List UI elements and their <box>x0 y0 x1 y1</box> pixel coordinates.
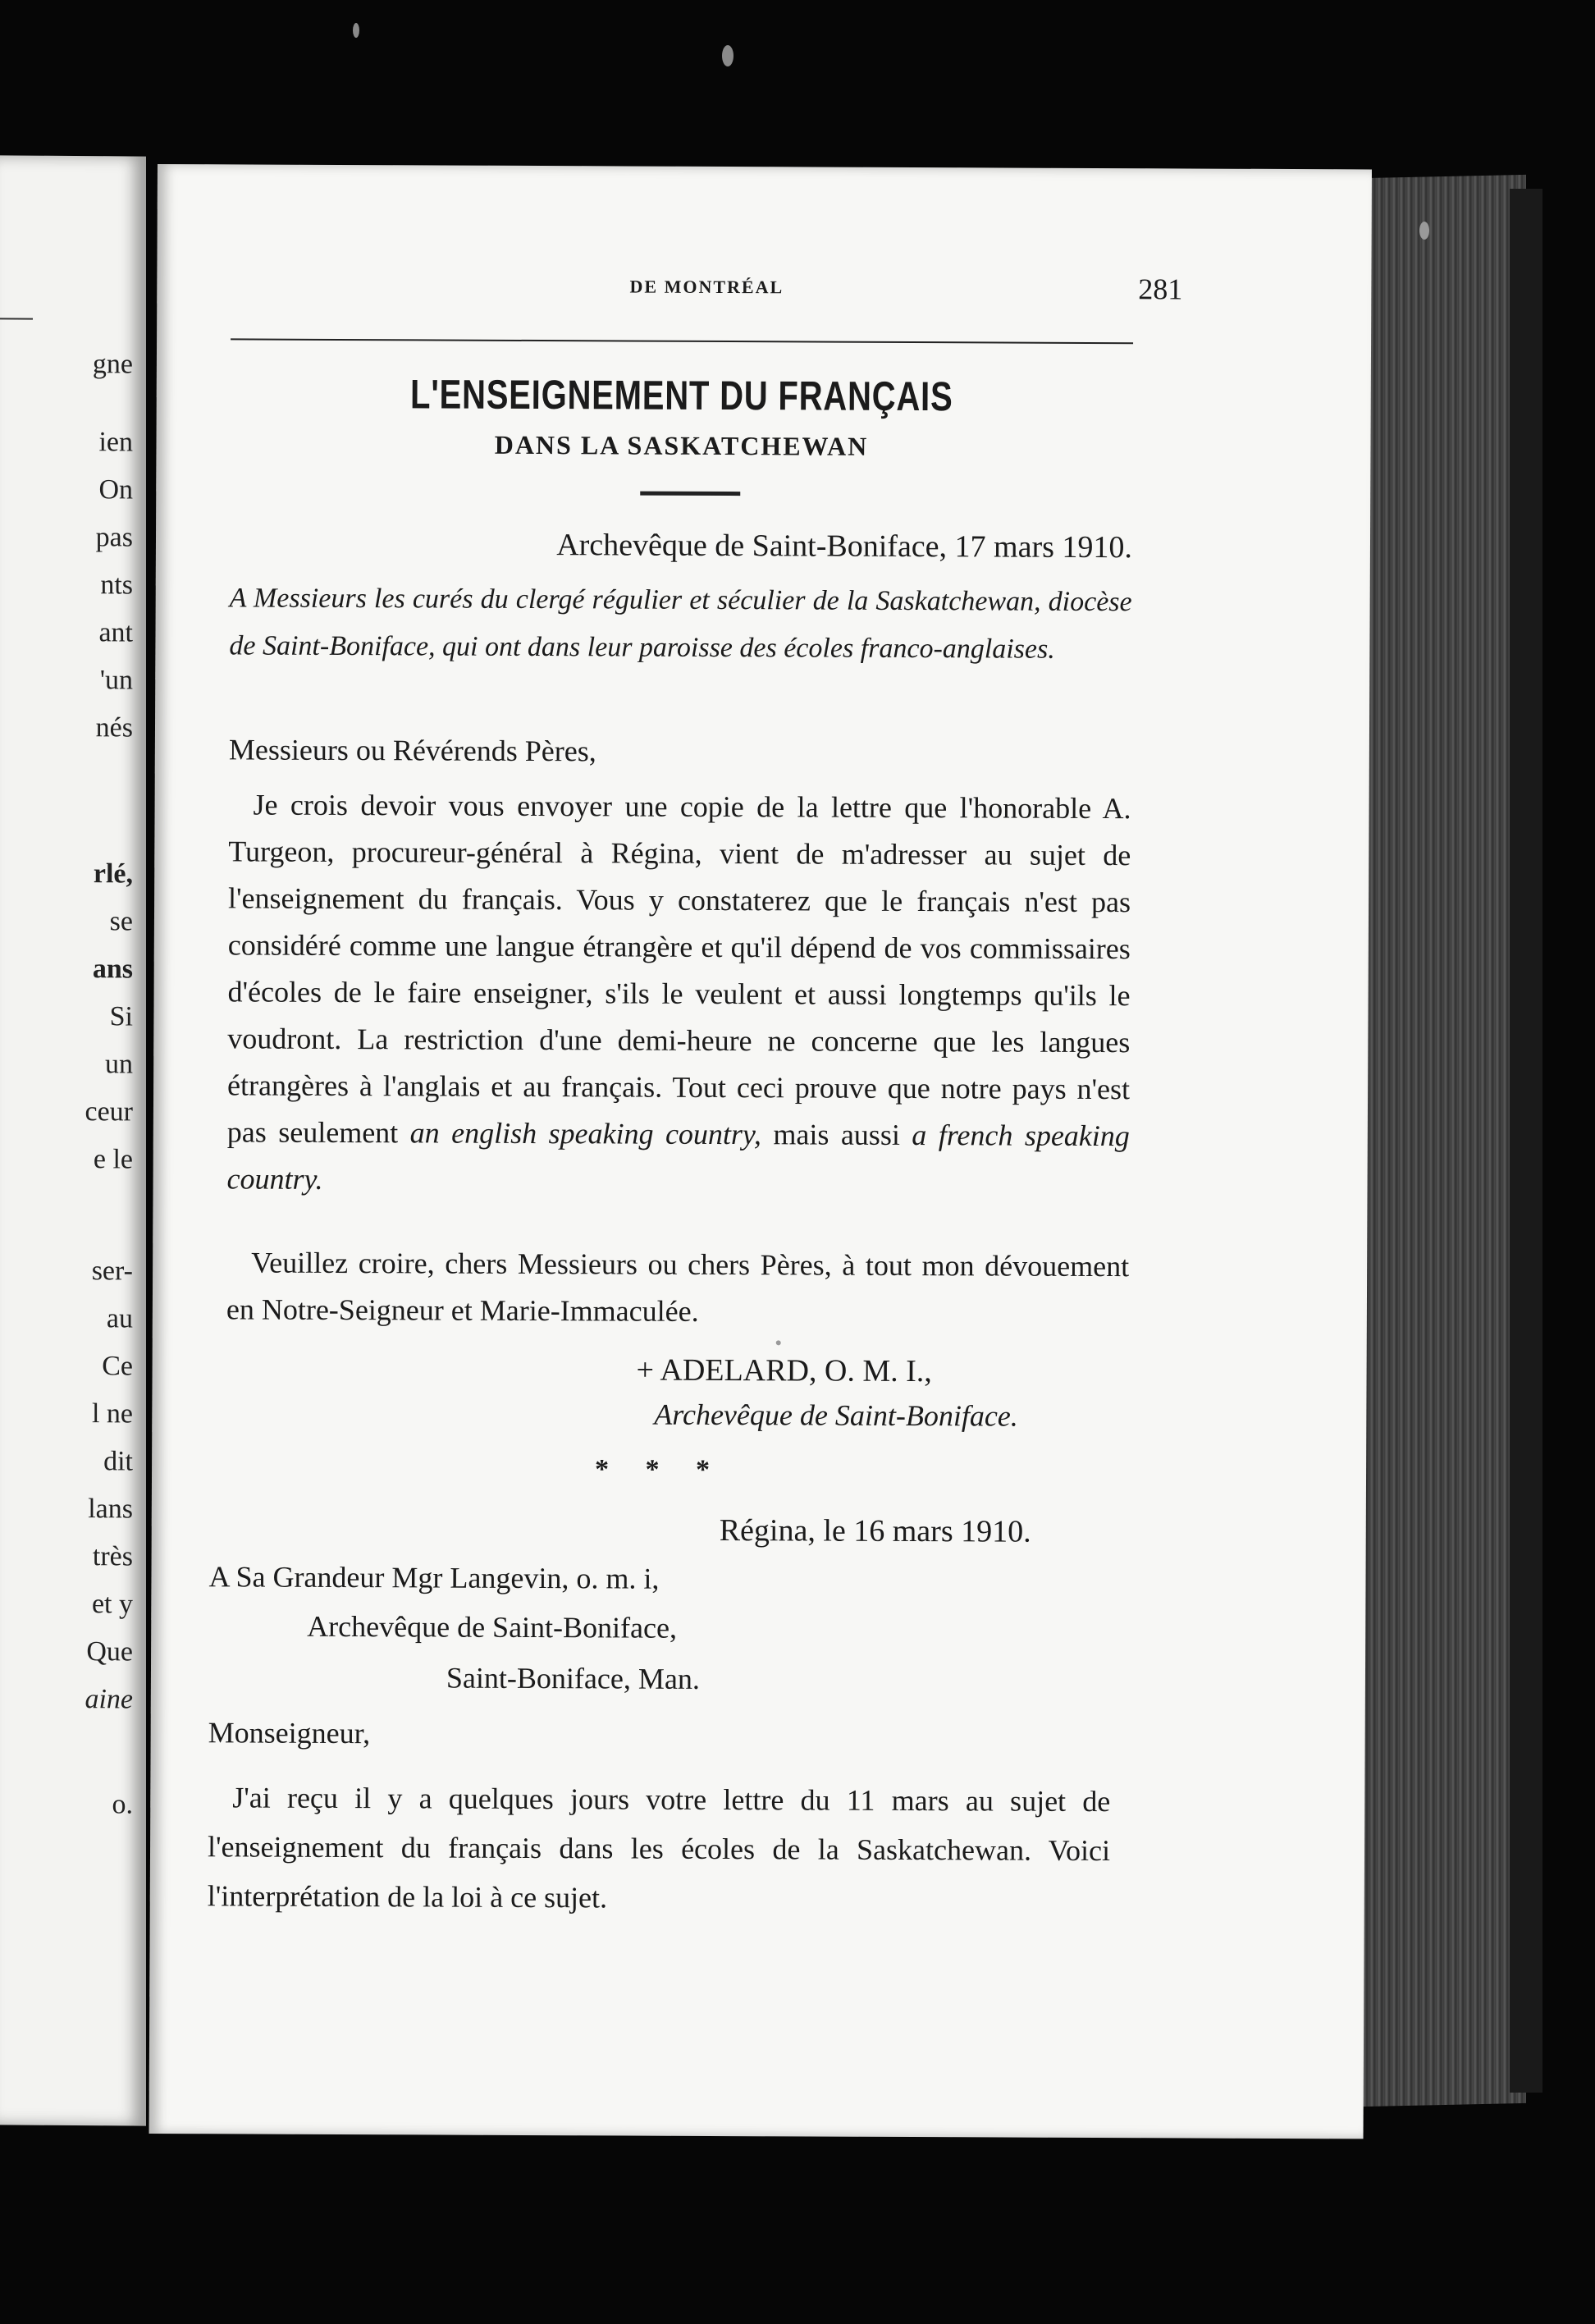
letter2-salutation: Monseigneur, <box>208 1716 371 1750</box>
left-page-fragment: au <box>106 1303 133 1334</box>
left-page-fragment: et y <box>91 1589 133 1620</box>
letter2-body: J'ai reçu il y a quelques jours votre lettre du 11 mars au sujet de l'enseignement du français dans les écoles de la Saskatchewan. Voici l'interprétation de la loi à ce sujet. <box>207 1781 1111 1915</box>
running-title: DE MONTRÉAL <box>629 276 784 298</box>
left-page-fragment: o. <box>112 1789 133 1820</box>
left-page-fragment: pas <box>95 522 133 553</box>
letter2-dateline: Régina, le 16 mars 1910. <box>719 1513 1031 1549</box>
letter2-addressee-line-1: A Sa Grandeur Mgr Langevin, o. m. i, <box>208 1560 660 1595</box>
signature-name: + ADELARD, O. M. I., <box>636 1352 932 1389</box>
scan-dust <box>722 45 734 66</box>
left-page-rule <box>0 318 33 319</box>
section-separator: * * * <box>594 1454 725 1486</box>
left-page-fragment: On <box>98 474 133 506</box>
right-page <box>149 164 1372 2139</box>
letter1-body-italic-2: a french speaking country. <box>226 1119 1130 1196</box>
paper-speck <box>776 1340 781 1345</box>
left-page-fragment: ien <box>98 427 133 458</box>
header-rule <box>231 338 1133 344</box>
scan-dust <box>1419 222 1429 240</box>
left-page-fragment: aine <box>85 1684 133 1715</box>
left-page-fragment: ans <box>92 954 133 985</box>
letter2-addressee-line-3: Saint-Boniface, Man. <box>446 1661 700 1695</box>
book-page-edges <box>1362 175 1526 2107</box>
scan-dust <box>353 23 359 38</box>
left-page-fragment: un <box>105 1049 133 1080</box>
letter1-body-italic-1: an english speaking country, <box>409 1116 762 1151</box>
left-page <box>0 155 146 2125</box>
letter1-body-text: Je crois devoir vous envoyer une copie de la lettre que l'honorable A. Turgeon, procureur-général à Régina, vient de m'adresser au sujet de l'enseignement du français. Vous y constaterez que le français n'est pas considéré comme une langue étrangère et qu'il dépend de vos commissaires d'écoles de le faire enseigner, s'ils le veulent et aussi longtemps qu'ils le voudront. La restriction d'une demi-heure ne concerne que les langues étrangères à l'anglais et au français. Tout ceci prouve que notre pays n'est pas seulement <box>226 788 1131 1150</box>
left-page-fragment: l ne <box>91 1398 133 1430</box>
letter1-salutation: Messieurs ou Révérends Pères, <box>228 733 596 768</box>
left-page-fragment: rlé, <box>93 858 133 890</box>
left-page-fragment: se <box>109 906 133 937</box>
article-subtitle: DANS LA SASKATCHEWAN <box>494 429 869 461</box>
left-page-fragment: lans <box>88 1494 133 1525</box>
left-page-fragment: gne <box>92 349 133 380</box>
letter1-dateline: Archevêque de Saint-Boniface, 17 mars 1910. <box>556 528 1133 565</box>
left-page-fragment: Que <box>86 1636 133 1668</box>
left-page-fragment: dit <box>103 1446 133 1477</box>
left-page-fragment: ser- <box>91 1256 133 1287</box>
left-page-fragment: très <box>92 1541 133 1572</box>
left-page-fragment: ceur <box>85 1096 133 1128</box>
letter1-body <box>226 781 1131 1206</box>
page-number: 281 <box>1138 272 1183 306</box>
left-page-fragment: Ce <box>102 1351 133 1382</box>
signature-title: Archevêque de Saint-Boniface. <box>654 1398 1018 1433</box>
left-page-fragment: 'un <box>99 665 133 696</box>
letter1-closing: Veuillez croire, chers Messieurs ou chers Pères, à tout mon dévouement en Notre-Seigneur et Marie-Immaculée. <box>226 1246 1130 1328</box>
letter1-body-mid: mais aussi <box>773 1118 900 1151</box>
left-page-fragment: e le <box>93 1144 133 1175</box>
letter1-address: A Messieurs les curés du clergé régulier et séculier de la Saskatchewan, diocèse de Saint-Boniface, qui ont dans leur paroisse des écoles franco-anglaises. <box>229 583 1132 665</box>
book-cover-edge <box>1510 189 1542 2093</box>
left-page-fragment: ant <box>98 617 133 648</box>
left-page-fragment: nts <box>100 570 133 601</box>
left-page-fragment: nés <box>95 712 133 743</box>
left-page-fragment: Si <box>109 1001 133 1032</box>
title-rule <box>640 492 740 496</box>
letter2-addressee-line-2: Archevêque de Saint-Boniface, <box>307 1609 678 1645</box>
running-head <box>231 271 1182 316</box>
article-title: L'ENSEIGNEMENT DU FRANÇAIS <box>409 371 953 420</box>
